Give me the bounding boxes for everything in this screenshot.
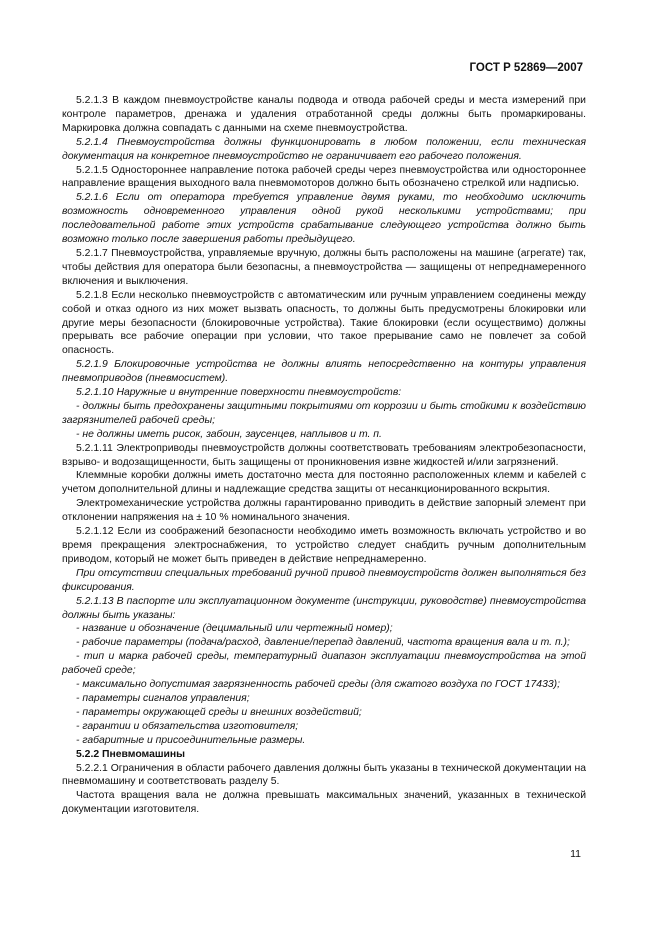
paragraph: 5.2.1.9 Блокировочные устройства не должны влиять непосредственно на контуры управления пневмоприводов (пневмосистем).: [62, 359, 586, 385]
paragraph: 5.2.1.11 Электроприводы пневмоустройств должны соответствовать требованиям электробезопасности, взрыво- и водозащищенности, быть защищены от проникновения извне жидкостей и/или загрязнений.: [62, 442, 586, 468]
paragraph: - габаритные и присоединительные размеры.: [76, 734, 306, 746]
paragraph: - должны быть предохранены защитными покрытиями от коррозии и быть стойкими к воздействию загрязнителей рабочей среды;: [62, 400, 586, 426]
document-header: ГОСТ Р 52869—2007: [469, 62, 583, 74]
paragraph: - рабочие параметры (подача/расход, давление/перепад давлений, частота вращения вала и т. п.);: [76, 637, 570, 649]
page-number: 11: [570, 848, 581, 860]
paragraph: 5.2.2.1 Ограничения в области рабочего давления должны быть указаны в технической документации на пневмомашину и соответствовать разделу 5.: [62, 762, 586, 788]
paragraph: 5.2.1.13 В паспорте или эксплуатационном документе (инструкции, руководстве) пневмоустройства должны быть указаны:: [62, 595, 586, 621]
paragraph: При отсутствии специальных требований ручной привод пневмоустройств должен выполняться без фиксирования.: [62, 567, 586, 593]
paragraph: Электромеханические устройства должны гарантированно приводить в действие запорный элемент при отклонении напряжения на ± 10 % номинального значения.: [62, 498, 586, 524]
paragraph: - максимально допустимая загрязненность рабочей среды (для сжатого воздуха по ГОСТ 17433);: [76, 679, 560, 691]
paragraph: 5.2.1.12 Если из соображений безопасности необходимо иметь возможность включать устройство и во время прекращения электроснабжения, то устройство следует снабдить ручным дополнительным приводом, который не может быть приведен в действие непреднамеренно.: [62, 526, 586, 565]
paragraph: 5.2.1.4 Пневмоустройства должны функционировать в любом положении, если техническая документация на конкретное пневмоустройство не ограничивает его рабочего положения.: [62, 136, 586, 162]
paragraph: - тип и марка рабочей среды, температурный диапазон эксплуатации пневмоустройства на этой рабочей среде;: [62, 651, 586, 677]
paragraph: 5.2.1.5 Одностороннее направление потока рабочей среды через пневмоустройства или одностороннее направление вращения выходного вала пневмомоторов должно быть обозначено стрелкой или надписью.: [62, 164, 586, 190]
paragraph: - параметры сигналов управления;: [76, 692, 250, 704]
paragraph: 5.2.1.7 Пневмоустройства, управляемые вручную, должны быть расположены на машине (агрегате) так, чтобы действия для оператора были безопасны, а пневмоустройства — защищены от непреднамеренного включения и выключения.: [62, 247, 586, 287]
paragraph: - не должны иметь рисок, забоин, заусенцев, наплывов и т. п.: [76, 428, 382, 440]
paragraph: Клеммные коробки должны иметь достаточно места для постоянно расположенных клемм и кабелей с учетом дополнительной длины и надлежащие средства защиты от несанкционированного вскрытия.: [62, 470, 586, 496]
paragraph: - параметры окружающей среды и внешних воздействий;: [76, 706, 362, 718]
paragraph: 5.2.1.3 В каждом пневмоустройстве каналы подвода и отвода рабочей среды и места измерений при контроле параметров, дренажа и удаления отработанной среды должны быть промаркированы. Маркировка должна совпадать с данными на схеме пневмоустройства.: [62, 95, 586, 134]
paragraph: 5.2.1.10 Наружные и внутренние поверхности пневмоустройств:: [76, 387, 402, 399]
document-body: [62, 94, 586, 817]
paragraph: 5.2.2 Пневмомашины: [76, 748, 186, 760]
paragraph: 5.2.1.6 Если от оператора требуется управление двумя руками, то необходимо исключить возможность одновременного управления одной рукой несколькими устройствами; при последовательной работе этих устройств срабатывание следующего устройства должно быть возможно только после завершения работы предыдущего.: [62, 192, 586, 246]
paragraph: - гарантии и обязательства изготовителя;: [76, 720, 299, 732]
paragraph: - название и обозначение (децимальный или чертежный номер);: [76, 623, 393, 635]
paragraph: 5.2.1.8 Если несколько пневмоустройств с автоматическим или ручным управлением соединены между собой и отказ одного из них может вызвать опасность, то должны быть предусмотрены блокировки или другие меры безопасности (блокировочные устройства). Такие блокировки (если осуществимо) должны прерывать все рабочие операции при условии, что такое прерывание само не повлечет за собой опасность.: [62, 289, 586, 357]
paragraph: Частота вращения вала не должна превышать максимальных значений, указанных в технической документации изготовителя.: [62, 790, 586, 816]
